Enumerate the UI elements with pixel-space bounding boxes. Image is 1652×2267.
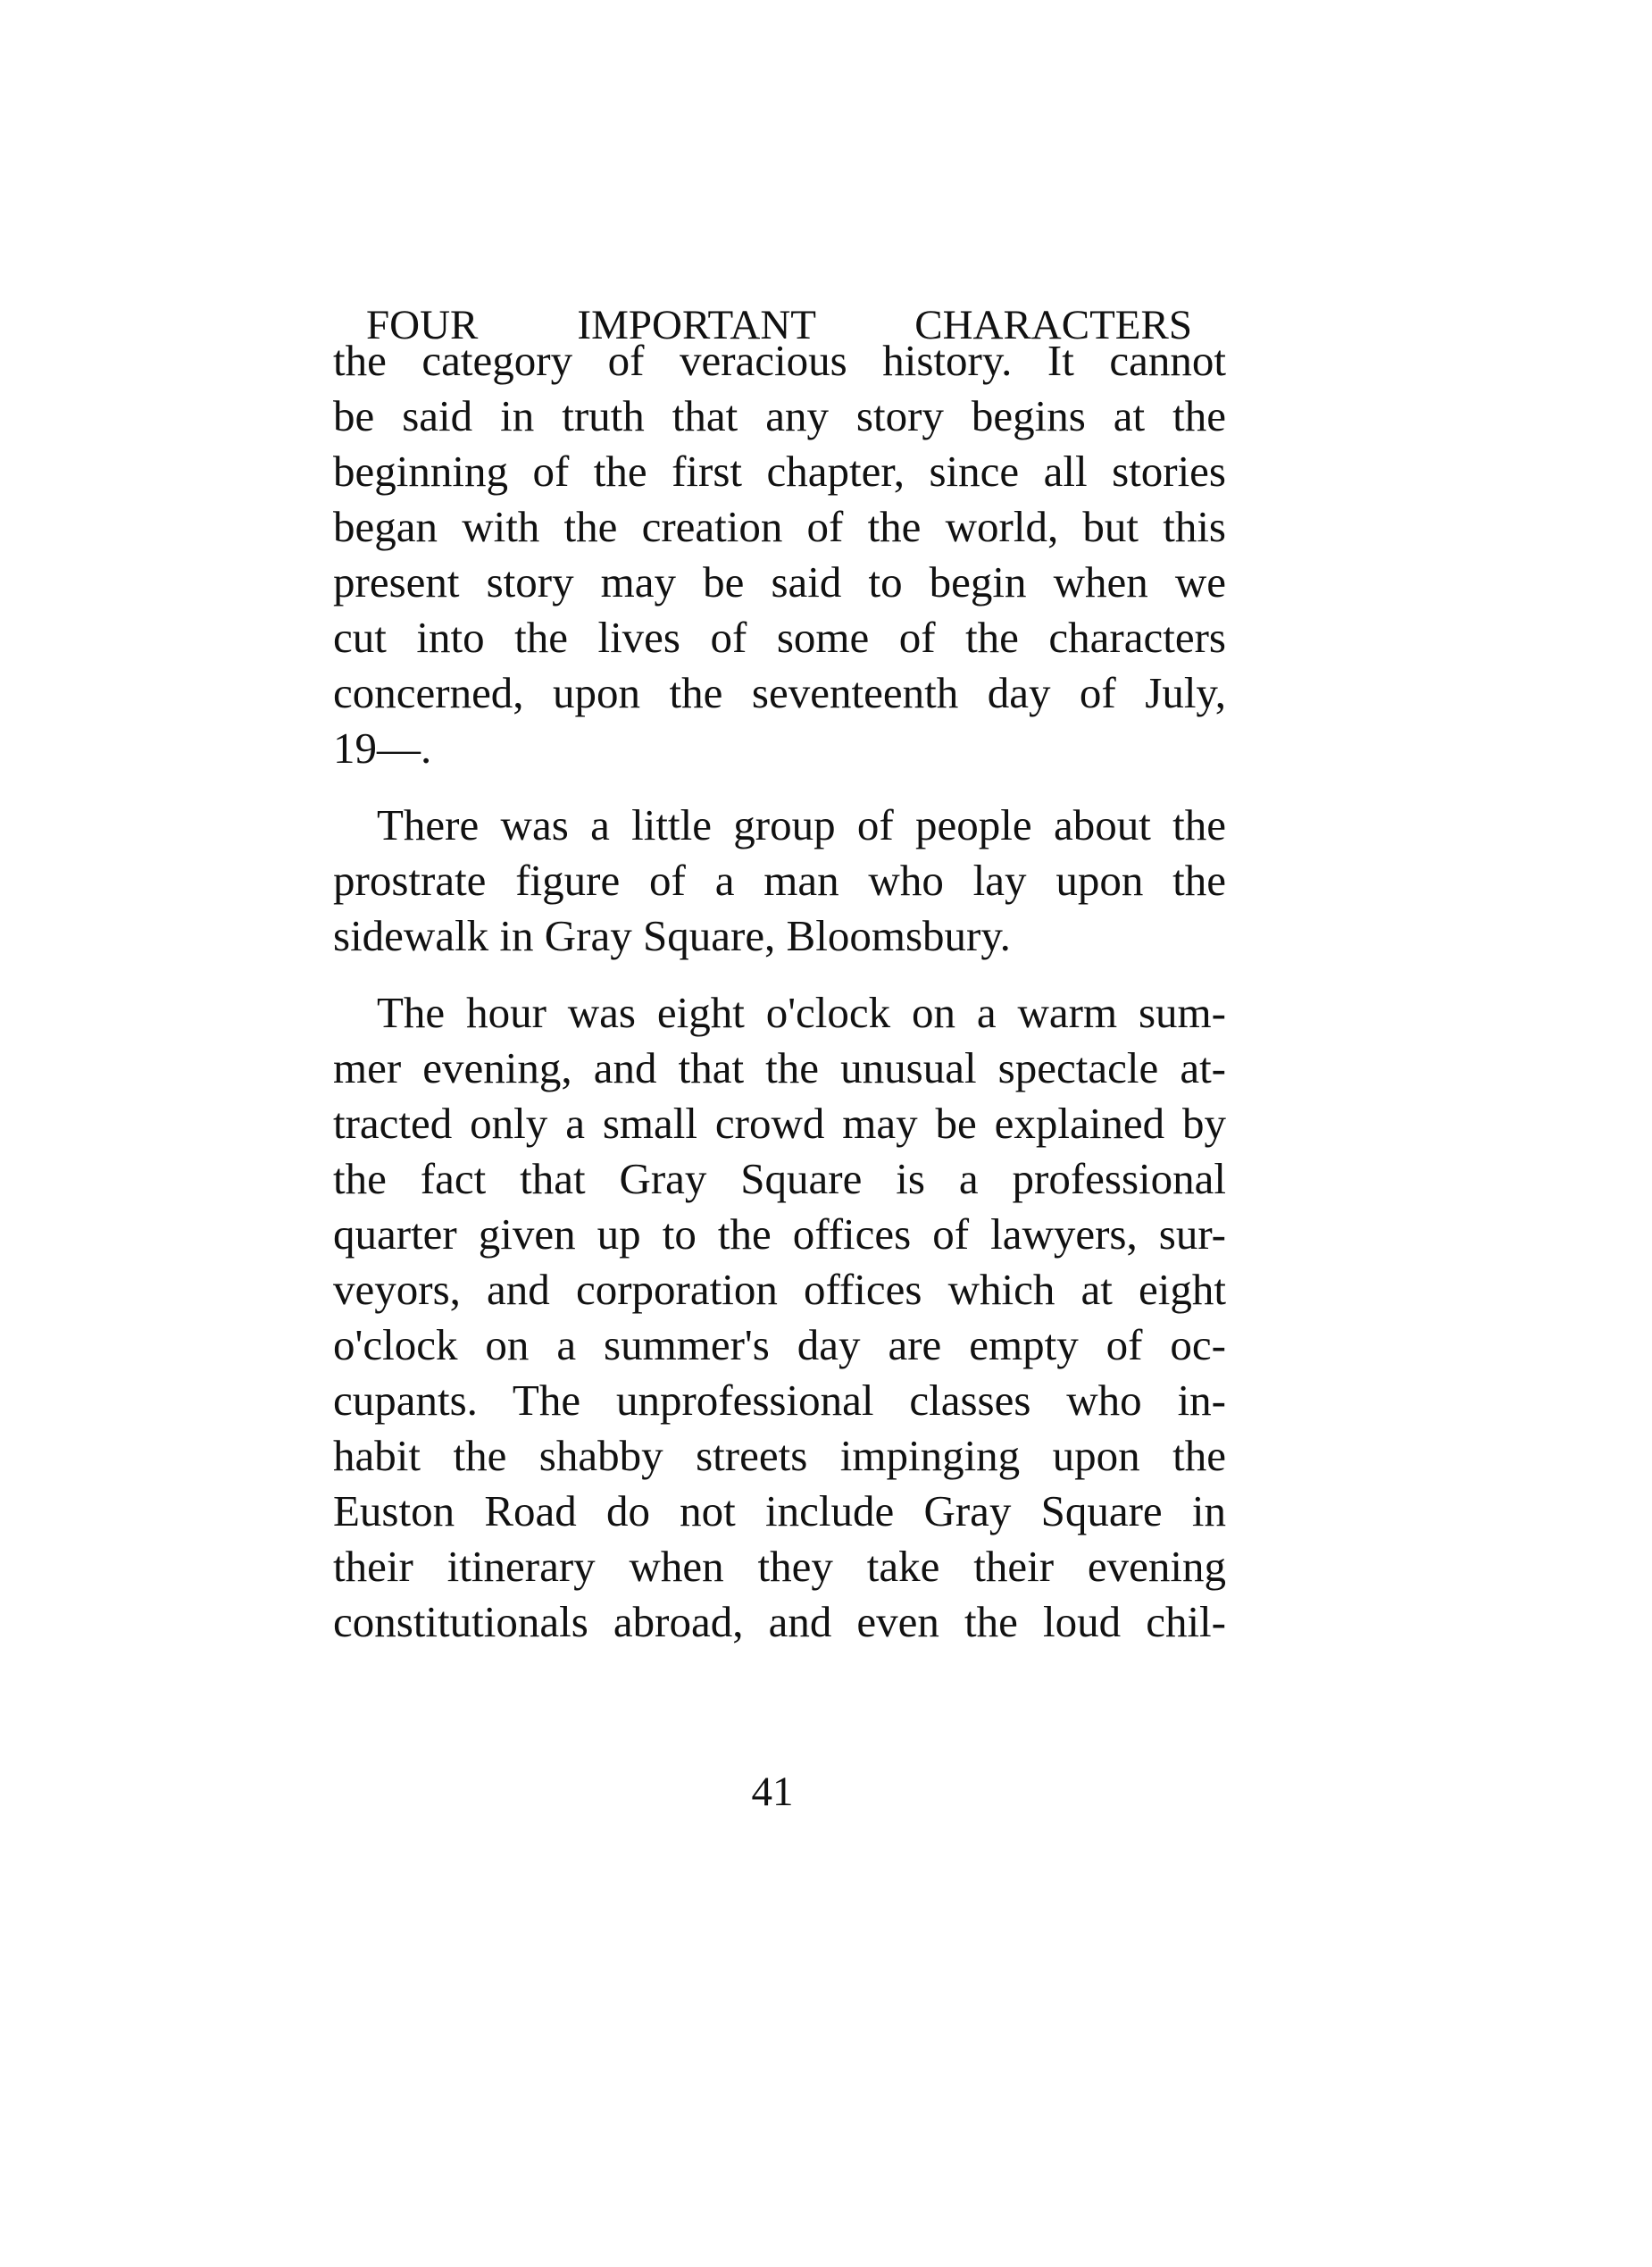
- text-line: mer evening, and that the unusual spectacle at-: [333, 1043, 1226, 1092]
- paragraph: [333, 985, 1226, 1650]
- text-line: tracted only a small crowd may be explained by: [333, 1099, 1226, 1148]
- text-line: veyors, and corporation offices which at eight: [333, 1265, 1226, 1314]
- text-line: cut into the lives of some of the characters: [333, 613, 1226, 662]
- body-text: [333, 333, 1226, 1671]
- text-line: The hour was eight o'clock on a warm sum-: [377, 988, 1226, 1037]
- text-line: the category of veracious history. It cannot: [333, 336, 1226, 385]
- text-line: present story may be said to begin when we: [333, 557, 1226, 606]
- text-line: There was a little group of people about the: [377, 800, 1226, 849]
- text-line: sidewalk in Gray Square, Bloomsbury.: [333, 911, 1011, 960]
- text-line: Euston Road do not include Gray Square in: [333, 1486, 1226, 1535]
- text-line: their itinerary when they take their evening: [333, 1542, 1226, 1591]
- text-line: quarter given up to the offices of lawyers, sur-: [333, 1209, 1226, 1259]
- page-number: 41: [751, 1769, 794, 1815]
- text-line: habit the shabby streets impinging upon the: [333, 1431, 1226, 1480]
- text-line: constitutionals abroad, and even the loud chil-: [333, 1597, 1226, 1646]
- text-line: began with the creation of the world, but this: [333, 502, 1226, 551]
- text-line: the fact that Gray Square is a professional: [333, 1154, 1226, 1203]
- paragraph: [333, 798, 1226, 964]
- text-line: cupants. The unprofessional classes who in-: [333, 1376, 1226, 1425]
- paragraph: [333, 333, 1226, 776]
- text-line: be said in truth that any story begins at the: [333, 391, 1226, 440]
- running-header: FOUR IMPORTANT CHARACTERS: [366, 302, 1192, 348]
- text-line: 19—.: [333, 724, 432, 773]
- text-line: prostrate figure of a man who lay upon the: [333, 856, 1226, 905]
- text-line: o'clock on a summer's day are empty of oc-: [333, 1320, 1226, 1369]
- text-line: concerned, upon the seventeenth day of July,: [333, 668, 1226, 717]
- text-line: beginning of the first chapter, since all stories: [333, 447, 1226, 496]
